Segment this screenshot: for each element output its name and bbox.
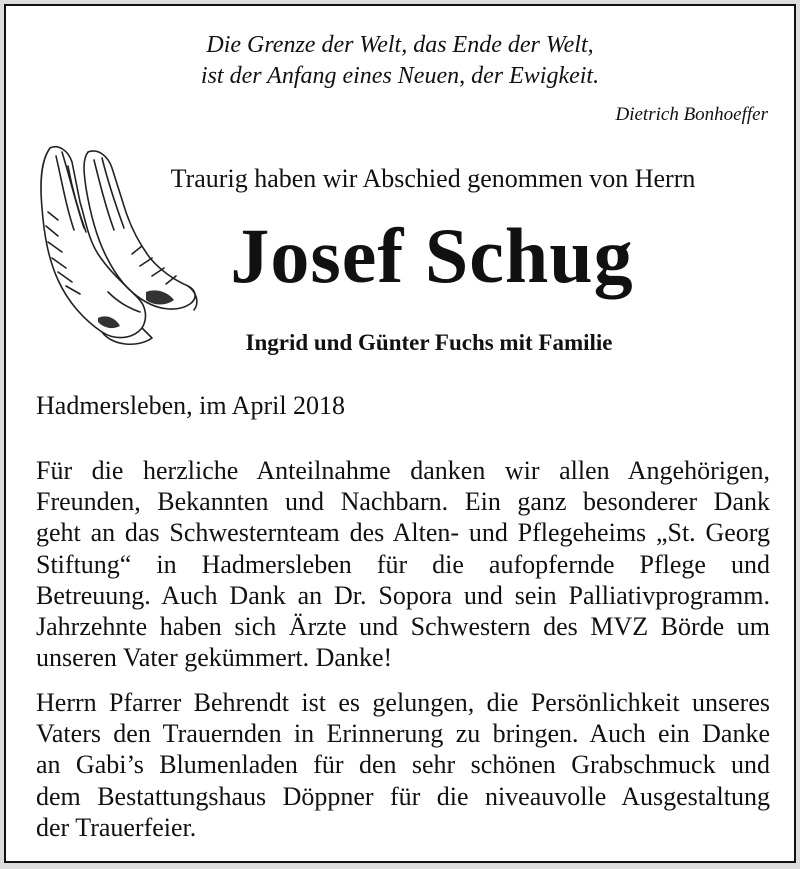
thanks-paragraph-2 <box>36 687 770 843</box>
paragraph-line: Herrn Pfarrer Behrendt ist es gelungen, die Persönlichkeit unseres <box>36 688 770 717</box>
intro-text: Traurig haben wir Abschied genommen von Herrn <box>170 164 696 193</box>
thanks-paragraph-1 <box>36 455 770 673</box>
place-date: Hadmersleben, im April 2018 <box>36 391 346 420</box>
obituary-notice <box>4 4 796 863</box>
paragraph-line: geht an das Schwesternteam des Alten- und Pflegeheims „St. Georg <box>36 518 770 548</box>
quote-author: Dietrich Bonhoeffer <box>615 104 768 125</box>
paragraph-line: unseren Vater gekümmert. Danke! <box>36 643 393 673</box>
paragraph-line: der Trauerfeier. <box>36 812 197 842</box>
paragraph-line: Für die herzliche Anteilnahme danken wir allen Angehörigen, <box>36 456 770 485</box>
paragraph-line: Jahrzehnte haben sich Ärzte und Schwestern des MVZ Börde um <box>36 612 770 642</box>
paragraph-line: Stiftung“ in Hadmersleben für die aufopfernde Pflege und <box>36 549 770 579</box>
quote-line-1: Die Grenze der Welt, das Ende der Welt, <box>206 32 594 58</box>
quote-line-2: ist der Anfang eines Neuen, der Ewigkeit. <box>200 63 600 89</box>
paragraph-line: Freunden, Bekannten und Nachbarn. Ein ganz besonderer Dank <box>36 487 770 517</box>
paragraph-line: Vaters den Trauernden in Erinnerung zu bringen. Auch ein Danke <box>36 719 770 749</box>
paragraph-line: an Gabi’s Blumenladen für den sehr schönen Grabschmuck und <box>36 750 770 780</box>
family-signature: Ingrid und Günter Fuchs mit Familie <box>245 330 613 355</box>
paragraph-line: dem Bestattungshaus Döppner für die niveauvolle Ausgestaltung <box>36 781 770 811</box>
paragraph-line: Betreuung. Auch Dank an Dr. Sopora und sein Palliativprogramm. <box>36 580 770 610</box>
deceased-name: Josef Schug <box>230 212 634 299</box>
